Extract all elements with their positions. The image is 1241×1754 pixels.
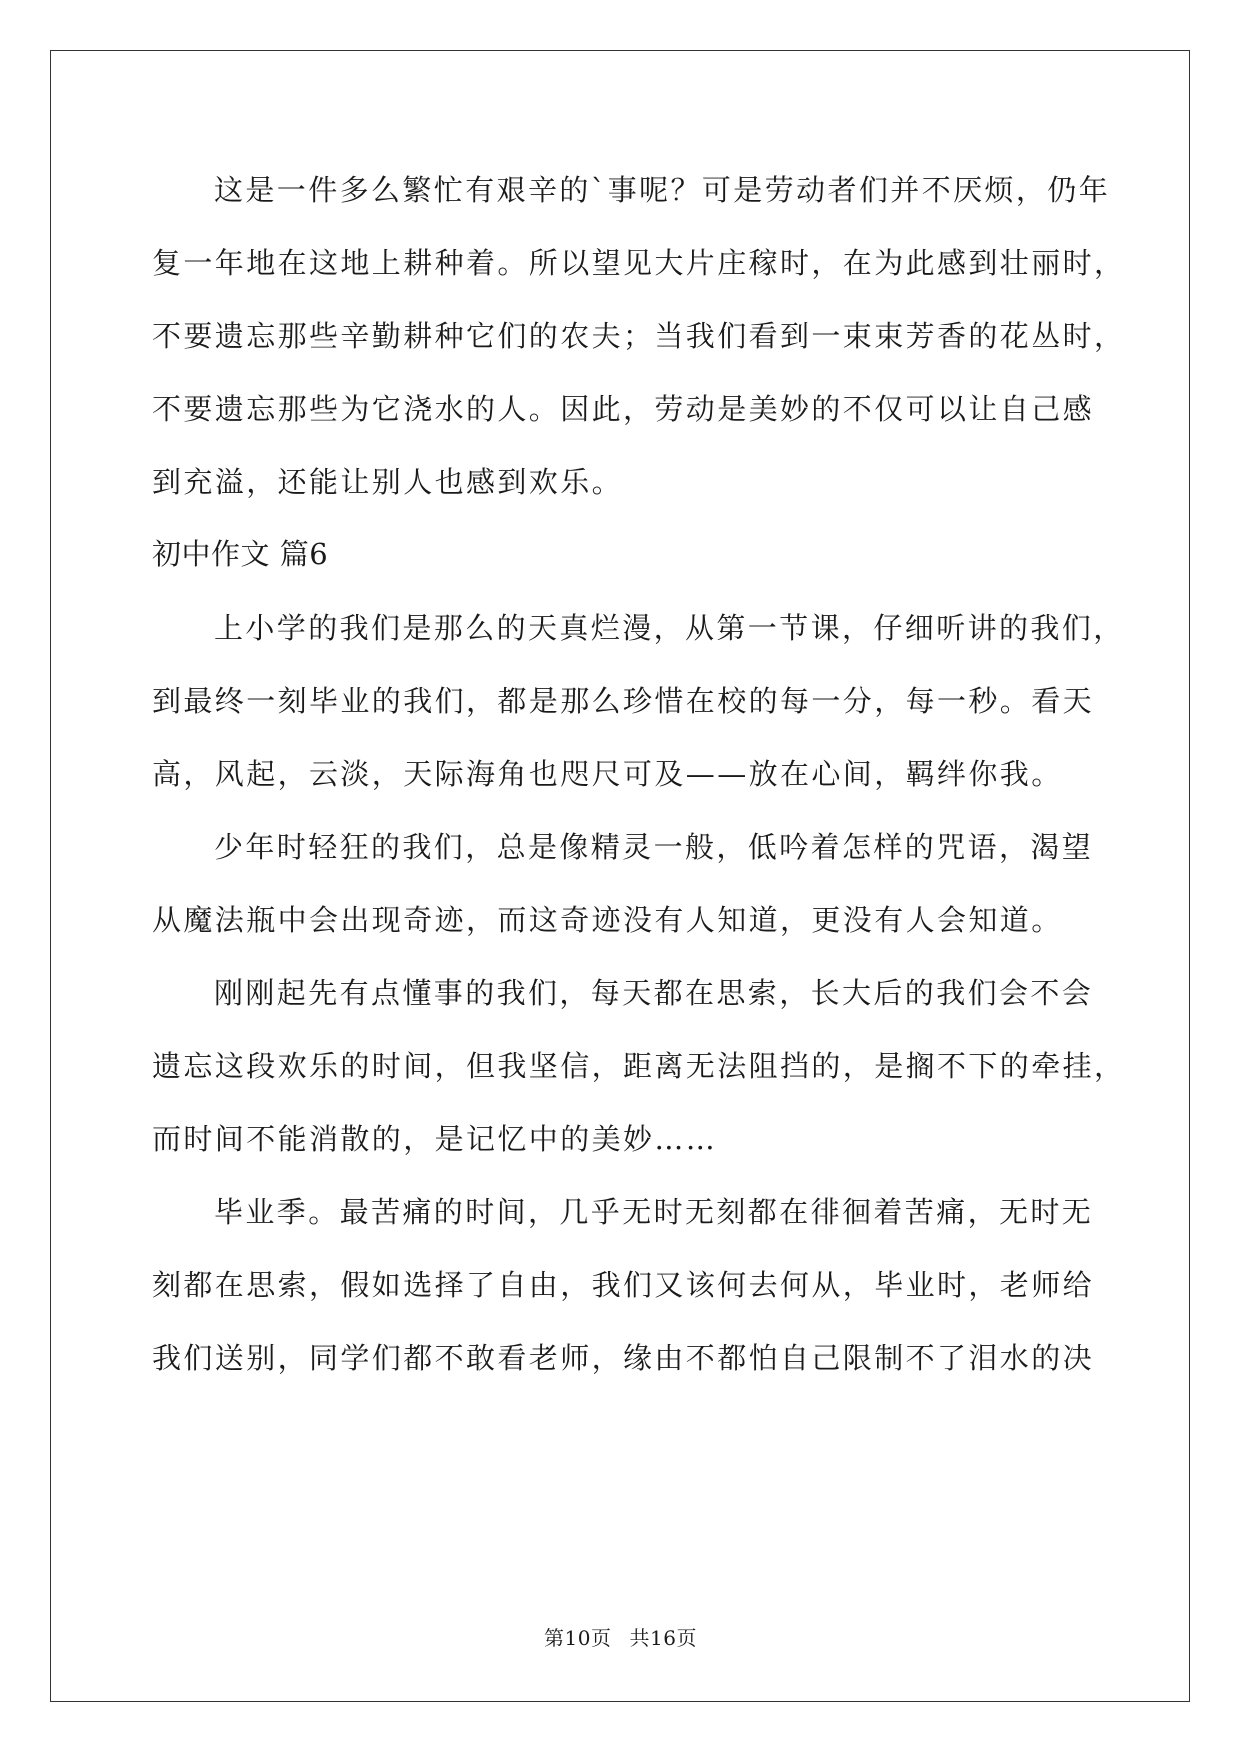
text-line: 上小学的我们是那么的天真烂漫，从第一节课，仔细听讲的我们， (214, 611, 1125, 645)
page-footer (0, 1622, 1241, 1651)
text-line: 刚刚起先有点懂事的我们，每天都在思索，长大后的我们会不会 (214, 976, 1094, 1010)
text-line: 从魔法瓶中会出现奇迹，而这奇迹没有人知道，更没有人会知道。 (152, 903, 1063, 937)
text-line: 这是一件多么繁忙有艰辛的`事呢？可是劳动者们并不厌烦，仍年 (214, 173, 1111, 207)
text-line: 而时间不能消散的，是记忆中的美妙…… (152, 1122, 718, 1156)
text-line: 到充溢，还能让别人也感到欢乐。 (152, 465, 624, 499)
page-number: 第10页 (544, 1626, 612, 1650)
text-line: 遗忘这段欢乐的时间，但我坚信，距离无法阻挡的，是搁不下的牵挂， (152, 1049, 1126, 1083)
text-line: 刻都在思索，假如选择了自由，我们又该何去何从，毕业时，老师给 (152, 1268, 1095, 1302)
text-line: 复一年地在这地上耕种着。所以望见大片庄稼时，在为此感到壮丽时， (152, 246, 1126, 280)
text-line: 毕业季。最苦痛的时间，几乎无时无刻都在徘徊着苦痛，无时无 (214, 1195, 1094, 1229)
text-line: 高，风起，云淡，天际海角也咫尺可及——放在心间，羁绊你我。 (152, 757, 1063, 791)
page-border (50, 50, 1190, 1702)
text-line: 不要遗忘那些为它浇水的人。因此，劳动是美妙的不仅可以让自己感 (152, 392, 1095, 426)
text-line: 少年时轻狂的我们，总是像精灵一般，低吟着怎样的咒语，渴望 (214, 830, 1094, 864)
text-line: 我们送别，同学们都不敢看老师，缘由不都怕自己限制不了泪水的决 (152, 1341, 1095, 1375)
page-total: 共16页 (629, 1626, 697, 1650)
text-line: 到最终一刻毕业的我们，都是那么珍惜在校的每一分，每一秒。看天 (152, 684, 1095, 718)
text-line: 不要遗忘那些辛勤耕种它们的农夫；当我们看到一束束芳香的花丛时， (152, 319, 1126, 353)
section-heading: 初中作文 篇6 (152, 537, 329, 571)
